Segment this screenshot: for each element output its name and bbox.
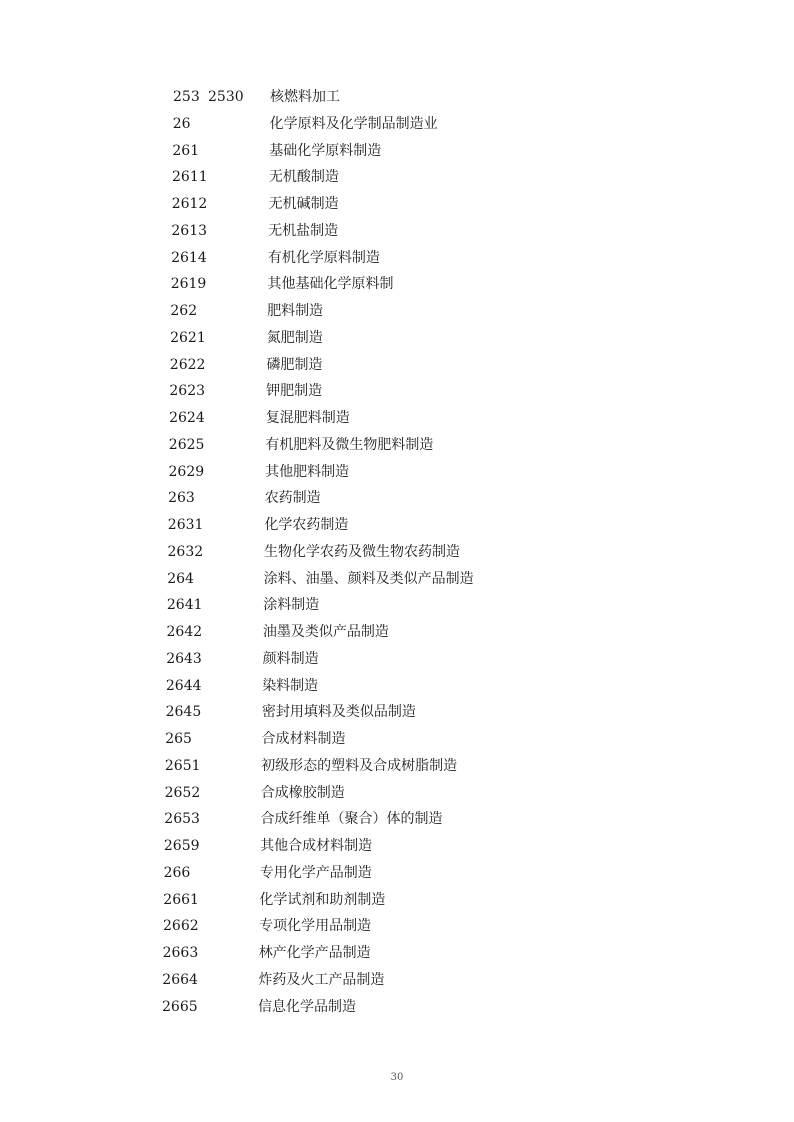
industry-label: 其他合成材料制造 [260,838,373,854]
list-item [0,140,794,162]
list-item [0,220,794,242]
industry-label: 化学农药制造 [264,517,349,533]
industry-label: 信息化学品制造 [258,998,356,1015]
industry-subcode: 2530 [208,89,244,105]
industry-label: 磷肥制造 [266,356,323,373]
industry-code: 2622 [169,356,206,373]
industry-label: 有机肥料及微生物肥料制造 [265,436,434,453]
industry-label: 其他基础化学原料制 [267,276,394,293]
industry-code: 2641 [166,597,203,614]
industry-label: 炸药及火工产品制造 [258,971,385,988]
industry-code: 261 [172,142,200,159]
list-item [0,113,794,135]
list-item [0,434,794,456]
list-item [0,862,794,884]
industry-code: 2632 [167,543,204,560]
industry-code: 2663 [162,945,199,961]
list-item [0,621,794,643]
list-item [0,835,794,857]
list-item [0,889,794,911]
list-item [0,166,794,188]
industry-code: 2619 [170,276,207,293]
industry-code: 2624 [169,410,205,426]
industry-code: 2652 [164,784,201,801]
industry-label: 无机酸制造 [268,169,339,186]
list-item [0,327,794,349]
industry-code: 2644 [165,677,202,694]
industry-label: 化学试剂和助剂制造 [259,891,386,908]
industry-label: 基础化学原料制造 [269,142,382,159]
list-item [0,996,794,1018]
list-item [0,728,794,750]
list-item [0,648,794,670]
industry-code: 2613 [171,222,208,239]
industry-label: 其他肥料制造 [265,463,350,480]
list-item [0,247,794,269]
industry-label: 无机盐制造 [268,222,339,239]
industry-code: 2625 [168,436,205,453]
industry-code: 2651 [164,757,201,774]
industry-label: 复混肥料制造 [265,410,350,426]
industry-code: 2664 [162,971,198,988]
industry-label: 生物化学农药及微生物农药制造 [264,543,460,560]
industry-label: 钾肥制造 [266,383,323,400]
list-item [0,675,794,697]
list-item [0,86,794,108]
industry-code: 262 [170,303,198,319]
industry-code: 2623 [169,383,206,400]
list-item [0,594,794,616]
list-item [0,782,794,804]
list-item [0,354,794,376]
industry-code: 264 [167,570,194,587]
industry-code: 253 [173,89,200,105]
list-item [0,568,794,590]
industry-label: 化学原料及化学制品制造业 [269,115,438,132]
industry-label: 无机碱制造 [268,196,339,212]
industry-code: 2612 [171,196,208,212]
industry-label: 有机化学原料制造 [267,249,380,266]
industry-label: 农药制造 [264,490,321,507]
industry-label: 合成纤维单（聚合）体的制造 [260,811,443,828]
industry-code: 2653 [164,811,200,828]
industry-code: 2643 [166,650,202,667]
industry-code: 263 [168,490,195,507]
industry-label: 专用化学产品制造 [259,864,372,881]
industry-label: 林产化学产品制造 [258,945,371,961]
list-item [0,380,794,402]
list-item [0,808,794,830]
industry-label: 氮肥制造 [266,329,323,346]
list-item [0,273,794,295]
industry-label: 颜料制造 [262,650,319,667]
list-item [0,541,794,563]
industry-code: 26 [172,115,191,132]
industry-code: 266 [163,864,191,881]
list-item [0,300,794,322]
list-item [0,514,794,536]
industry-label: 涂料制造 [263,597,320,614]
industry-label: 油墨及类似产品制造 [262,624,389,640]
list-item [0,969,794,991]
industry-code: 2629 [168,463,205,480]
industry-code: 265 [165,731,192,747]
industry-code: 2614 [171,249,207,266]
industry-label: 肥料制造 [267,303,324,319]
industry-code: 2642 [166,624,203,640]
industry-label: 涂料、油墨、颜料及类似产品制造 [263,570,474,587]
list-item [0,487,794,509]
industry-code: 2661 [163,891,199,908]
industry-code: 2611 [172,169,208,186]
list-item [0,461,794,483]
list-item [0,701,794,723]
industry-label: 染料制造 [262,677,319,694]
page-number: 30 [390,1072,404,1083]
industry-code: 2621 [170,329,206,346]
list-item [0,193,794,215]
industry-label: 合成材料制造 [261,731,346,747]
industry-label: 合成橡胶制造 [260,784,345,801]
industry-label: 专项化学用品制造 [259,918,372,935]
industry-code: 2662 [163,918,199,935]
list-item [0,915,794,937]
industry-label: 初级形态的塑料及合成树脂制造 [261,757,458,774]
list-item [0,407,794,429]
list-item [0,942,794,964]
industry-label: 核燃料加工 [270,89,340,105]
industry-code: 2659 [163,838,200,854]
industry-code: 2665 [162,998,198,1015]
industry-code: 2645 [165,704,202,721]
list-item [0,755,794,777]
industry-code: 2631 [167,517,204,533]
industry-label: 密封用填料及类似品制造 [261,704,416,721]
